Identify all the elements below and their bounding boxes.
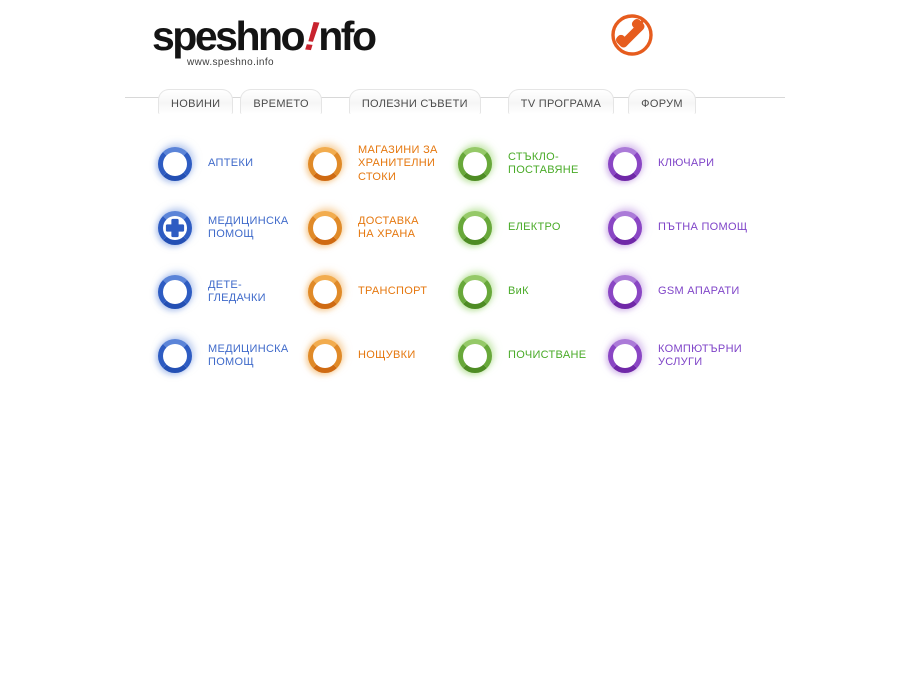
- category-grid: [125, 132, 785, 388]
- category-label: ДОСТАВКА НА ХРАНА: [358, 214, 419, 240]
- tab-polezni-saveti[interactable]: ПОЛЕЗНИ СЪВЕТИ: [349, 89, 481, 114]
- category-vik[interactable]: [450, 260, 600, 324]
- category-elektro[interactable]: [450, 196, 600, 260]
- logo-text-right: nfo: [318, 13, 375, 59]
- category-label: ЕЛЕКТРО: [508, 221, 561, 234]
- ring-icon: [450, 339, 500, 373]
- ring-icon: [150, 275, 200, 309]
- tab-novini[interactable]: НОВИНИ: [158, 89, 233, 114]
- category-label: КОМПЮТЪРНИ УСЛУГИ: [658, 342, 743, 368]
- category-medicinska-pomosht-2[interactable]: [150, 324, 300, 388]
- category-transport[interactable]: [300, 260, 450, 324]
- category-patna-pomosht[interactable]: [600, 196, 750, 260]
- logo-exclamation-icon: !: [302, 12, 319, 60]
- ring-icon: [600, 339, 650, 373]
- category-gsm-aparati[interactable]: [600, 260, 750, 324]
- tab-forum[interactable]: ФОРУМ: [628, 89, 696, 114]
- ring-icon: [450, 211, 500, 245]
- category-medicinska-pomosht[interactable]: [150, 196, 300, 260]
- category-label: ВиК: [508, 285, 529, 298]
- ring-icon: [300, 147, 350, 181]
- category-magazini-za-hranitelni-stoki[interactable]: [300, 132, 450, 196]
- category-label: АПТЕКИ: [208, 157, 254, 170]
- category-label: СТЪКЛО- ПОСТАВЯНЕ: [508, 150, 579, 176]
- phone-icon: [609, 12, 655, 58]
- category-label: МАГАЗИНИ ЗА ХРАНИТЕЛНИ СТОКИ: [358, 143, 438, 183]
- tab-tv-programa[interactable]: TV ПРОГРАМА: [508, 89, 614, 114]
- ring-icon: [450, 147, 500, 181]
- category-noshtuvki[interactable]: [300, 324, 450, 388]
- ring-icon: [300, 211, 350, 245]
- category-label: ПЪТНА ПОМОЩ: [658, 221, 748, 234]
- category-apteki[interactable]: [150, 132, 300, 196]
- category-kompyutarni-uslugi[interactable]: [600, 324, 750, 388]
- category-label: КЛЮЧАРИ: [658, 157, 715, 170]
- category-label: ПОЧИСТВАНЕ: [508, 349, 587, 362]
- ring-icon: [600, 275, 650, 309]
- category-dostavka-na-hrana[interactable]: [300, 196, 450, 260]
- page: [125, 0, 785, 388]
- logo-subtitle: www.speshno.info: [187, 57, 275, 68]
- category-label: МЕДИЦИНСКА ПОМОЩ: [208, 342, 289, 368]
- category-label: ДЕТЕ- ГЛЕДАЧКИ: [208, 278, 266, 304]
- ring-icon: [300, 339, 350, 373]
- medical-cross-icon: [150, 211, 200, 245]
- category-dete-gledachki[interactable]: [150, 260, 300, 324]
- ring-icon: [600, 211, 650, 245]
- main-nav: [125, 97, 785, 125]
- category-label: НОЩУВКИ: [358, 349, 416, 362]
- ring-icon: [600, 147, 650, 181]
- category-label: GSM АПАРАТИ: [658, 285, 740, 298]
- ring-icon: [150, 339, 200, 373]
- ring-icon: [450, 275, 500, 309]
- category-label: ТРАНСПОРТ: [358, 285, 428, 298]
- site-logo[interactable]: [152, 12, 375, 60]
- category-staklo-postavyane[interactable]: [450, 132, 600, 196]
- logo-text-left: speshno: [152, 13, 304, 59]
- category-klyuchari[interactable]: [600, 132, 750, 196]
- category-label: МЕДИЦИНСКА ПОМОЩ: [208, 214, 289, 240]
- tab-vremeto[interactable]: ВРЕМЕТО: [240, 89, 321, 114]
- ring-icon: [150, 147, 200, 181]
- category-pochistvane[interactable]: [450, 324, 600, 388]
- header: [125, 0, 785, 97]
- ring-icon: [300, 275, 350, 309]
